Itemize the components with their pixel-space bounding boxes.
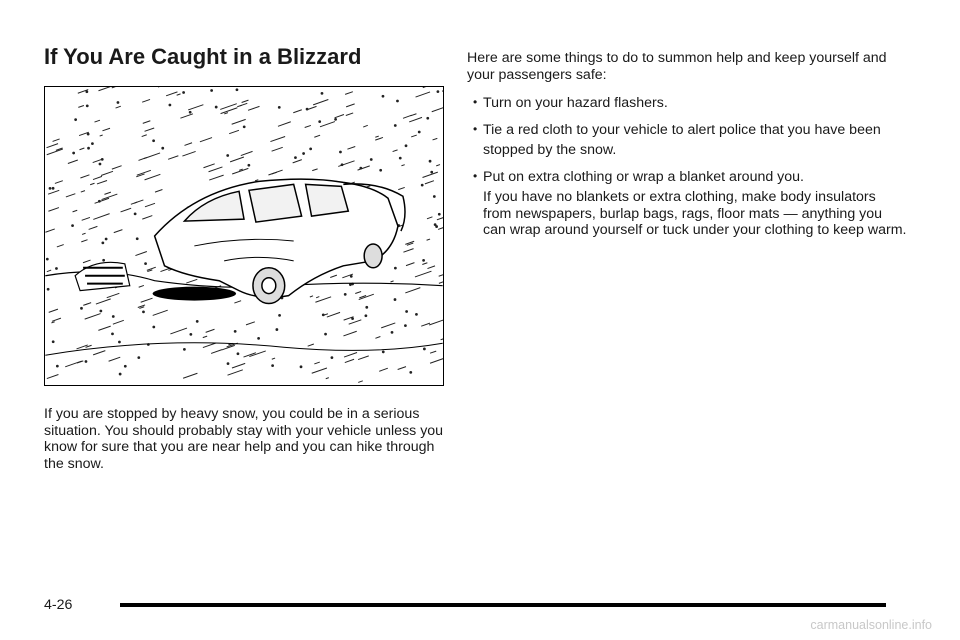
snow-flake — [87, 133, 89, 135]
snow-flake — [352, 318, 354, 320]
snow-flake — [295, 157, 297, 159]
snow-flake — [310, 148, 312, 150]
snow-flake — [211, 90, 213, 92]
snow-flake — [227, 363, 229, 365]
tips-list — [467, 93, 907, 187]
snow-flake — [86, 105, 88, 107]
snow-flake — [143, 311, 145, 313]
snow-flake — [227, 155, 229, 157]
snow-flake — [366, 306, 368, 308]
snow-flake — [276, 329, 278, 331]
blizzard-illustration — [44, 86, 444, 386]
snow-flake — [303, 153, 305, 155]
snow-flake — [423, 348, 425, 350]
snow-flake — [189, 111, 191, 113]
snow-flake — [215, 106, 217, 108]
snow-flake — [421, 184, 423, 186]
snow-flake — [234, 330, 236, 332]
tip-continuation: If you have no blankets or extra clothing, make body insulators from newspapers, burlap bags, rags, floor mats — anything you can wrap around yourself or tuck under your clothing to keep warm. — [483, 189, 907, 238]
snow-flake — [136, 238, 138, 240]
snow-flake — [406, 311, 408, 313]
snow-flake — [138, 357, 140, 359]
snowbound-car-drawing — [45, 87, 443, 385]
tip-text: Turn on your hazard flashers. — [483, 95, 668, 111]
snow-flake — [360, 167, 362, 169]
snow-flake — [416, 313, 418, 315]
tip-text: Put on extra clothing or wrap a blanket around you. — [483, 169, 804, 185]
list-item — [467, 167, 907, 187]
snow-flake — [119, 341, 121, 343]
snow-flake — [391, 331, 393, 333]
snow-flake — [405, 145, 407, 147]
snow-flake — [153, 326, 155, 328]
snow-flake — [190, 333, 192, 335]
list-item — [467, 93, 907, 113]
snow-flake — [52, 341, 54, 343]
snow-flake — [258, 338, 260, 340]
snow-flake — [101, 159, 103, 161]
snow-flake — [410, 371, 412, 373]
snow-flake — [335, 118, 337, 120]
snow-flake — [322, 314, 324, 316]
footer-watermark: carmanualsonline.info — [810, 618, 932, 632]
snow-flake — [119, 373, 121, 375]
snow-flake — [56, 365, 58, 367]
snow-flake — [399, 157, 401, 159]
snow-flake — [394, 267, 396, 269]
bullet-icon: • — [473, 95, 478, 109]
footer-rule — [120, 603, 886, 607]
snow-flake — [47, 288, 49, 290]
snow-flake — [184, 348, 186, 350]
snow-flake — [134, 213, 136, 215]
snow-flake — [117, 102, 119, 104]
snow-flake — [52, 187, 54, 189]
snow-flake — [98, 200, 100, 202]
snow-flake — [183, 92, 185, 94]
snow-flake — [434, 224, 436, 226]
snow-flake — [325, 333, 327, 335]
snow-flake — [427, 117, 429, 119]
bullet-icon: • — [473, 169, 478, 183]
page-number: 4-26 — [44, 597, 73, 613]
snow-flake — [105, 238, 107, 240]
snow-flake — [436, 226, 438, 228]
snow-flake — [81, 307, 83, 309]
snow-flake — [438, 213, 440, 215]
snow-flake — [99, 163, 101, 165]
tip-text: Tie a red cloth to your vehicle to alert police that you have been stopped by the snow. — [483, 122, 881, 158]
snow-flake — [340, 151, 342, 153]
snow-flake — [319, 121, 321, 123]
snow-flake — [278, 106, 280, 108]
snow-flake — [431, 171, 433, 173]
snow-flake — [405, 325, 407, 327]
section-heading: If You Are Caught in a Blizzard — [44, 44, 362, 69]
snow-flake — [145, 263, 147, 265]
snow-flake — [331, 357, 333, 359]
snow-flake — [423, 259, 425, 261]
snow-flake — [243, 126, 245, 128]
snow-flake — [349, 284, 351, 286]
snow-flake — [429, 160, 431, 162]
snow-flake — [300, 366, 302, 368]
snow-flake — [344, 294, 346, 296]
snow-flake — [236, 89, 238, 91]
snow-flake — [100, 310, 102, 312]
snow-flake — [370, 159, 372, 161]
tips-intro: Here are some things to do to summon help and keep yourself and your passengers safe: — [467, 50, 887, 83]
bullet-icon: • — [473, 122, 478, 136]
snow-flake — [306, 108, 308, 110]
snow-flake — [169, 104, 171, 106]
intro-paragraph: If you are stopped by heavy snow, you could be in a serious situation. You should probably stay with your vehicle unless you know for sure that you are near help and you can hike through the snow. — [44, 406, 444, 472]
snow-flake — [380, 169, 382, 171]
snow-flake — [112, 316, 114, 318]
snow-flake — [382, 351, 384, 353]
snow-flake — [103, 259, 105, 261]
snow-flake — [437, 91, 439, 93]
snow-flake — [92, 143, 94, 145]
snow-flake — [341, 164, 343, 166]
snow-flake — [272, 365, 274, 367]
snow-flake — [86, 91, 88, 93]
snow-flake — [162, 147, 164, 149]
snow-flake — [124, 365, 126, 367]
snow-flake — [72, 225, 74, 227]
snow-flake — [279, 314, 281, 316]
snow-flake — [88, 147, 90, 149]
snow-flake — [56, 268, 58, 270]
snow-flake — [153, 140, 155, 142]
snow-flake — [394, 125, 396, 127]
snow-flake — [397, 100, 399, 102]
safety-tips-column — [467, 50, 907, 239]
snow-flake — [365, 315, 367, 317]
snow-flake — [102, 242, 104, 244]
list-item — [467, 120, 907, 160]
snow-flake — [382, 95, 384, 97]
snow-flake — [248, 164, 250, 166]
snow-flake — [85, 361, 87, 363]
snow-flake — [321, 92, 323, 94]
snow-flake — [433, 196, 435, 198]
snow-flake — [418, 131, 420, 133]
snow-flake — [196, 321, 198, 323]
snow-flake — [394, 299, 396, 301]
snow-flake — [49, 188, 51, 190]
snow-flake — [112, 333, 114, 335]
snow-flake — [75, 119, 77, 121]
snow-flake — [237, 353, 239, 355]
snow-flake — [350, 275, 352, 277]
snow-flake — [46, 258, 48, 260]
snow-flake — [73, 152, 75, 154]
